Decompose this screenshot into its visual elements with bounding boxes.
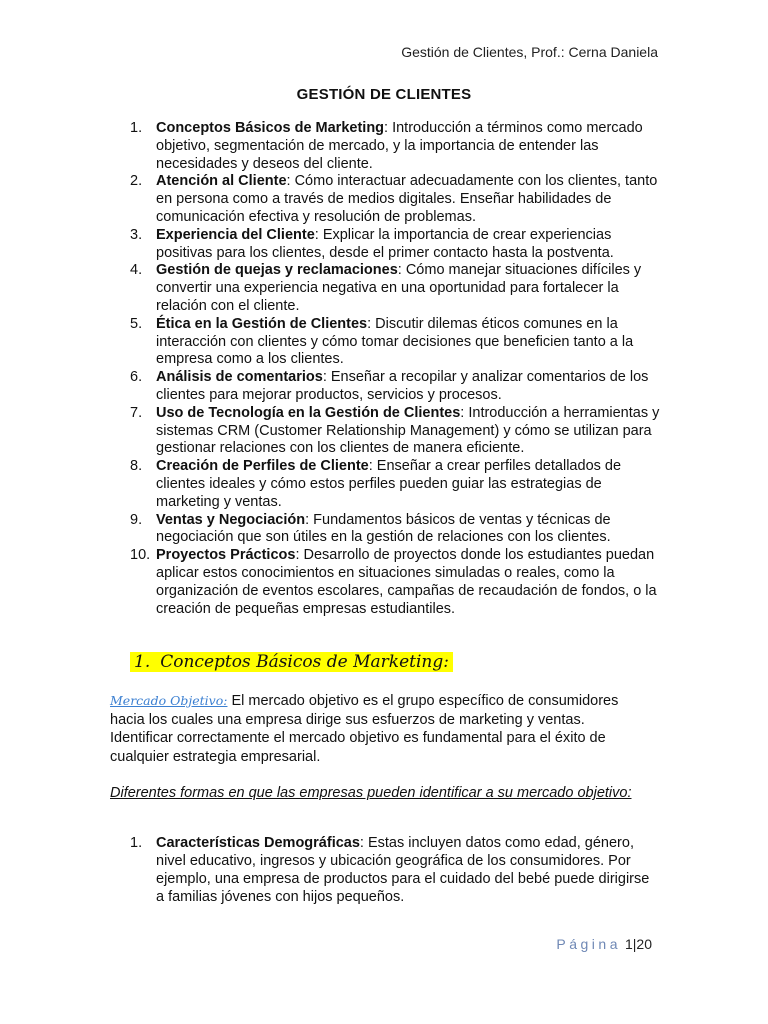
page-total: 20 [636, 936, 652, 952]
item-term: Ventas y Negociación [156, 511, 306, 528]
item-description: : Enseñar a recopilar y analizar comentarios de los clientes para mejorar productos, servicios y procesos. [156, 369, 649, 403]
item-term: Creación de Perfiles de Cliente [156, 458, 369, 475]
item-description: : Cómo interactuar adecuadamente con los clientes, tanto en persona como a través de medios digitales. Enseñar habilidades de comunicación efectiva y resolución de problemas. [156, 173, 658, 225]
item-number: 1. [130, 120, 143, 136]
list-item [130, 547, 660, 618]
item-number: 7. [130, 404, 143, 421]
identification-list [130, 834, 650, 906]
item-number: 6. [130, 369, 143, 386]
item-number: 9. [130, 511, 143, 528]
list-item [130, 316, 660, 369]
item-term: Proyectos Prácticos [156, 547, 296, 564]
page-header: Gestión de Clientes, Prof.: Cerna Daniela [401, 44, 658, 60]
item-description: : Explicar la importancia de crear experiencias positivas para los clientes, desde el primer contacto hasta la postventa. [156, 226, 614, 261]
item-number: 10. [130, 547, 151, 564]
item-description: : Introducción a herramientas y sistemas CRM (Customer Relationship Management) y cómo se utilizan para gestionar relaciones con los clientes de manera eficiente. [156, 404, 660, 457]
item-description: : Fundamentos básicos de ventas y técnicas de negociación que son útiles en la gestión de relaciones con los clientes. [156, 511, 611, 546]
paragraph-lead: Mercado Objetivo: [110, 693, 228, 708]
list-item [130, 120, 660, 173]
item-term: Uso de Tecnología en la Gestión de Clientes [156, 404, 461, 421]
page-separator: | [632, 936, 637, 952]
item-number: 3. [130, 226, 143, 243]
list-item [130, 369, 660, 405]
list-item [130, 227, 660, 263]
item-number: 2. [130, 173, 143, 190]
page-label: Página [556, 936, 621, 952]
item-number: 8. [130, 458, 143, 475]
item-term: Atención al Cliente [156, 173, 287, 190]
topics-list [130, 120, 660, 618]
item-term: Conceptos Básicos de Marketing [156, 120, 385, 136]
list-item [130, 173, 660, 226]
item-term: Experiencia del Cliente [156, 226, 315, 243]
item-term: Gestión de quejas y reclamaciones [156, 262, 398, 279]
list-item [130, 512, 660, 548]
paragraph-text: El mercado objetivo es el grupo específico de consumidores hacia los cuales una empresa dirige sus esfuerzos de marketing y ventas. Identificar correctamente el mercado objetivo es fundamental para el éxito de cualquier estrategia empresarial. [110, 693, 619, 765]
section-heading [130, 652, 453, 672]
item-term: Ética en la Gestión de Clientes [156, 315, 368, 332]
item-term: Características Demográficas [156, 835, 360, 851]
item-description: : Cómo manejar situaciones difíciles y convertir una experiencia negativa en una oportunidad para fortalecer la relación con el cliente. [156, 262, 642, 314]
item-term: Análisis de comentarios [156, 369, 323, 386]
list-item [130, 405, 660, 458]
item-description: : Introducción a términos como mercado objetivo, segmentación de mercado, y la importancia de entender las necesidades y deseos del cliente. [156, 120, 643, 172]
item-description: : Enseñar a crear perfiles detallados de clientes ideales y cómo estos perfiles pueden guiar las estrategias de marketing y ventas. [156, 458, 622, 510]
item-description: : Desarrollo de proyectos donde los estudiantes puedan aplicar estos conocimientos en situaciones simuladas o reales, como la organización de eventos escolares, campañas de recaudación de fondos, o la creación de pequeñas empresas estudiantiles. [156, 547, 657, 617]
item-number: 4. [130, 262, 143, 279]
page-number: 1 [624, 936, 633, 952]
body-paragraph [110, 692, 650, 766]
subheading: Diferentes formas en que las empresas pueden identificar a su mercado objetivo: [110, 785, 632, 801]
item-number: 1. [130, 835, 143, 851]
section-title: Conceptos Básicos de Marketing: [158, 652, 453, 672]
item-description: : Estas incluyen datos como edad, género, nivel educativo, ingresos y ubicación geográfica de los consumidores. Por ejemplo, una empresa de productos para el cuidado del bebé puede dirigirse a familias jóvenes con hijos pequeños. [156, 835, 650, 905]
item-number: 5. [130, 315, 143, 332]
item-description: : Discutir dilemas éticos comunes en la interacción con clientes y cómo tomar decisiones que beneficien tanto a la empresa como a los clientes. [156, 315, 634, 368]
list-item [130, 262, 660, 315]
list-item [130, 458, 660, 511]
document-title: GESTIÓN DE CLIENTES [296, 86, 472, 103]
page-footer [556, 936, 652, 952]
list-item [130, 834, 650, 906]
section-number: 1. [130, 652, 158, 672]
